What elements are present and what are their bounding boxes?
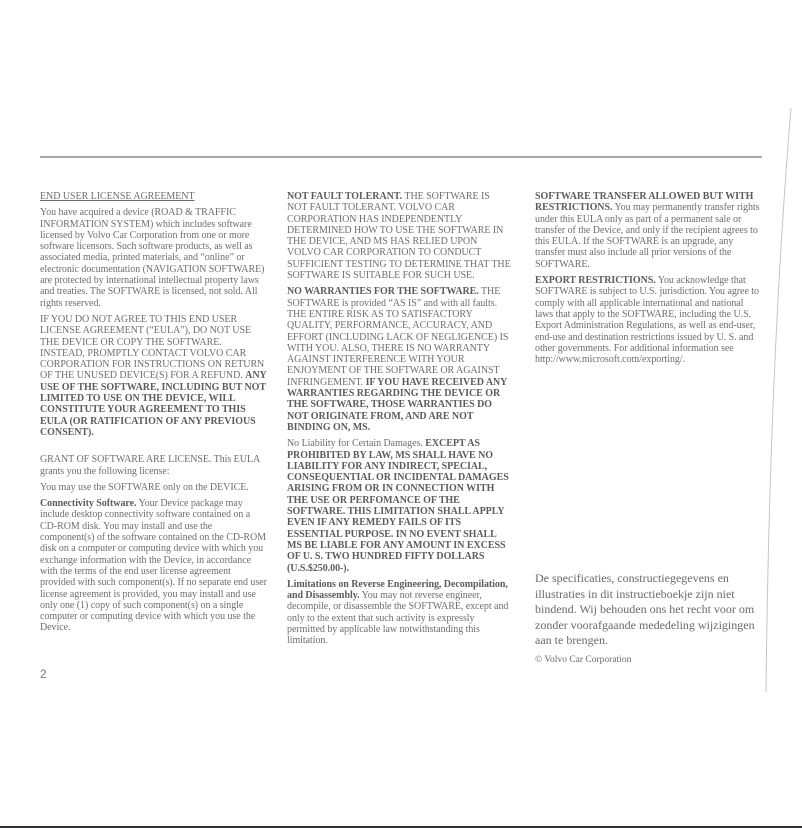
top-rule — [40, 156, 762, 158]
eula-refusal-paragraph: IF YOU DO NOT AGREE TO THIS END USER LICENSE AGREEMENT (“EULA”), DO NOT USE THE DEVICE OR COPY THE SOFTWARE. INSTEAD, PROMPTLY CONTACT VOLVO CAR CORPORATION FOR INSTRUCTIONS ON RETURN OF THE UNUSED DEVICE(S) FOR A REFUND. ANY USE OF THE SOFTWARE, INCLUDING BUT NOT LIMITED TO USE ON THE DEVICE, WILL CONSTITUTE YOUR AGREEMENT TO THIS EULA (OR RATIFICATION OF ANY PREVIOUS CONSENT). — [40, 313, 267, 438]
no-warranties-paragraph: NO WARRANTIES FOR THE SOFTWARE. THE SOFTWARE is provided “AS IS” and with all faults. THE ENTIRE RISK AS TO SATISFACTORY QUALITY, PERFORMANCE, ACCURACY, AND EFFORT (INCLUDING LACK OF NEGLIGENCE) IS WITH YOU. ALSO, THERE IS NO WARRANTY AGAINST INTERFERENCE WITH YOUR ENJOYMENT OF THE SOFTWARE OR AGAINST INFRINGEMENT. IF YOU HAVE RECEIVED ANY WARRANTIES REGARDING THE DEVICE OR THE SOFTWARE, THOSE WARRANTIES DO NOT ORIGINATE FROM, AND ARE NOT BINDING ON, MS. — [287, 286, 509, 433]
specifications-text: De specificaties, constructiegegevens en illustraties in dit instructieboekje zijn niet bindend. Wij behouden ons het recht voor om zonder voorafgaande mededeling wijzigingen aan te brengen. — [535, 571, 755, 647]
specifications-note — [535, 571, 761, 672]
paragraph-gap — [40, 443, 268, 454]
eula-heading: END USER LICENSE AGREEMENT — [40, 191, 195, 202]
device-use-paragraph: You may use the SOFTWARE only on the DEVICE. — [40, 481, 249, 493]
fault-tolerance-paragraph: NOT FAULT TOLERANT. THE SOFTWARE IS NOT FAULT TOLERANT. VOLVO CAR CORPORATION HAS INDEPENDENTLY DETERMINED HOW TO USE THE SOFTWARE IN THE DEVICE, AND MS HAS RELIED UPON VOLVO CAR CORPORATION TO CONDUCT SUFFICIENT TESTING TO DETERMINE THAT THE SOFTWARE IS SUITABLE FOR SUCH USE. — [287, 191, 511, 282]
transfer-paragraph: SOFTWARE TRANSFER ALLOWED BUT WITH RESTRICTIONS. You may permanently transfer rights under this EULA only as part of a permanent sale or transfer of the Device, and only if the recipient agrees to this EULA. If the SOFTWARE is an upgrade, any transfer must also include all prior versions of the SOFTWARE. — [535, 191, 760, 270]
copyright-text: © Volvo Car Corporation — [535, 654, 632, 665]
eula-intro-paragraph: You have acquired a device (ROAD & TRAFFIC INFORMATION SYSTEM) which includes software licensed by Volvo Car Corporation from one or more software licensors. Such software products, as well as associated media, printed materials, and “online” or electronic documentation (NAVIGATION SOFTWARE) are protected by international intellectual property laws and treaties. The SOFTWARE is licensed, not sold. All rights reserved. — [40, 207, 265, 309]
connectivity-paragraph: Connectivity Software. Your Device package may include desktop connectivity software contained on a CD-ROM disk. You may install and use the component(s) of the software contained on the CD-ROM disk on a computer or computing device with which you exchange information with the Device, in accordance with the terms of the end user license agreement provided with such component(s). If no separate end user license agreement is provided, you may install and use only one (1) copy of such component(s) on a single computer or computing device with which you use the Device. — [40, 498, 267, 634]
page-number: 2 — [40, 667, 47, 681]
column-transfer-export — [535, 191, 761, 370]
liability-paragraph: No Liability for Certain Damages. EXCEPT AS PROHIBITED BY LAW, MS SHALL HAVE NO LIABILITY FOR ANY INDIRECT, SPECIAL, CONSEQUENTIAL OR INCIDENTAL DAMAGES ARISING FROM OR IN CONNECTION WITH THE USE OR PERFOMANCE OF THE SOFTWARE. THIS LIMITATION SHALL APPLY EVEN IF ANY REMEDY FAILS OF ITS ESSENTIAL PURPOSE. IN NO EVENT SHALL MS BE LIABLE FOR ANY AMOUNT IN EXCESS OF U. S. TWO HUNDRED FIFTY DOLLARS (U.S.$250.00-). — [287, 438, 509, 574]
column-eula-intro — [40, 191, 268, 639]
column-warranties — [287, 191, 512, 652]
export-paragraph: EXPORT RESTRICTIONS. You acknowledge that SOFTWARE is subject to U.S. jurisdiction. You agree to comply with all applicable international and national laws that apply to the SOFTWARE, including the U.S. Export Administration Regulations, as well as end-user, end-use and destination restrictions issued by U. S. and other governments. For additional information see http://www.microsoft.com/exporting/. — [535, 275, 759, 366]
reverse-engineering-paragraph: Limitations on Reverse Engineering, Decompilation, and Disassembly. You may not reverse engineer, decompile, or disassemble the SOFTWARE, except and only to the extent that such activity is expressly permitted by applicable law notwithstanding this limitation. — [287, 578, 509, 647]
grant-paragraph: GRANT OF SOFTWARE ARE LICENSE. This EULA grants you the following license: — [40, 454, 260, 477]
